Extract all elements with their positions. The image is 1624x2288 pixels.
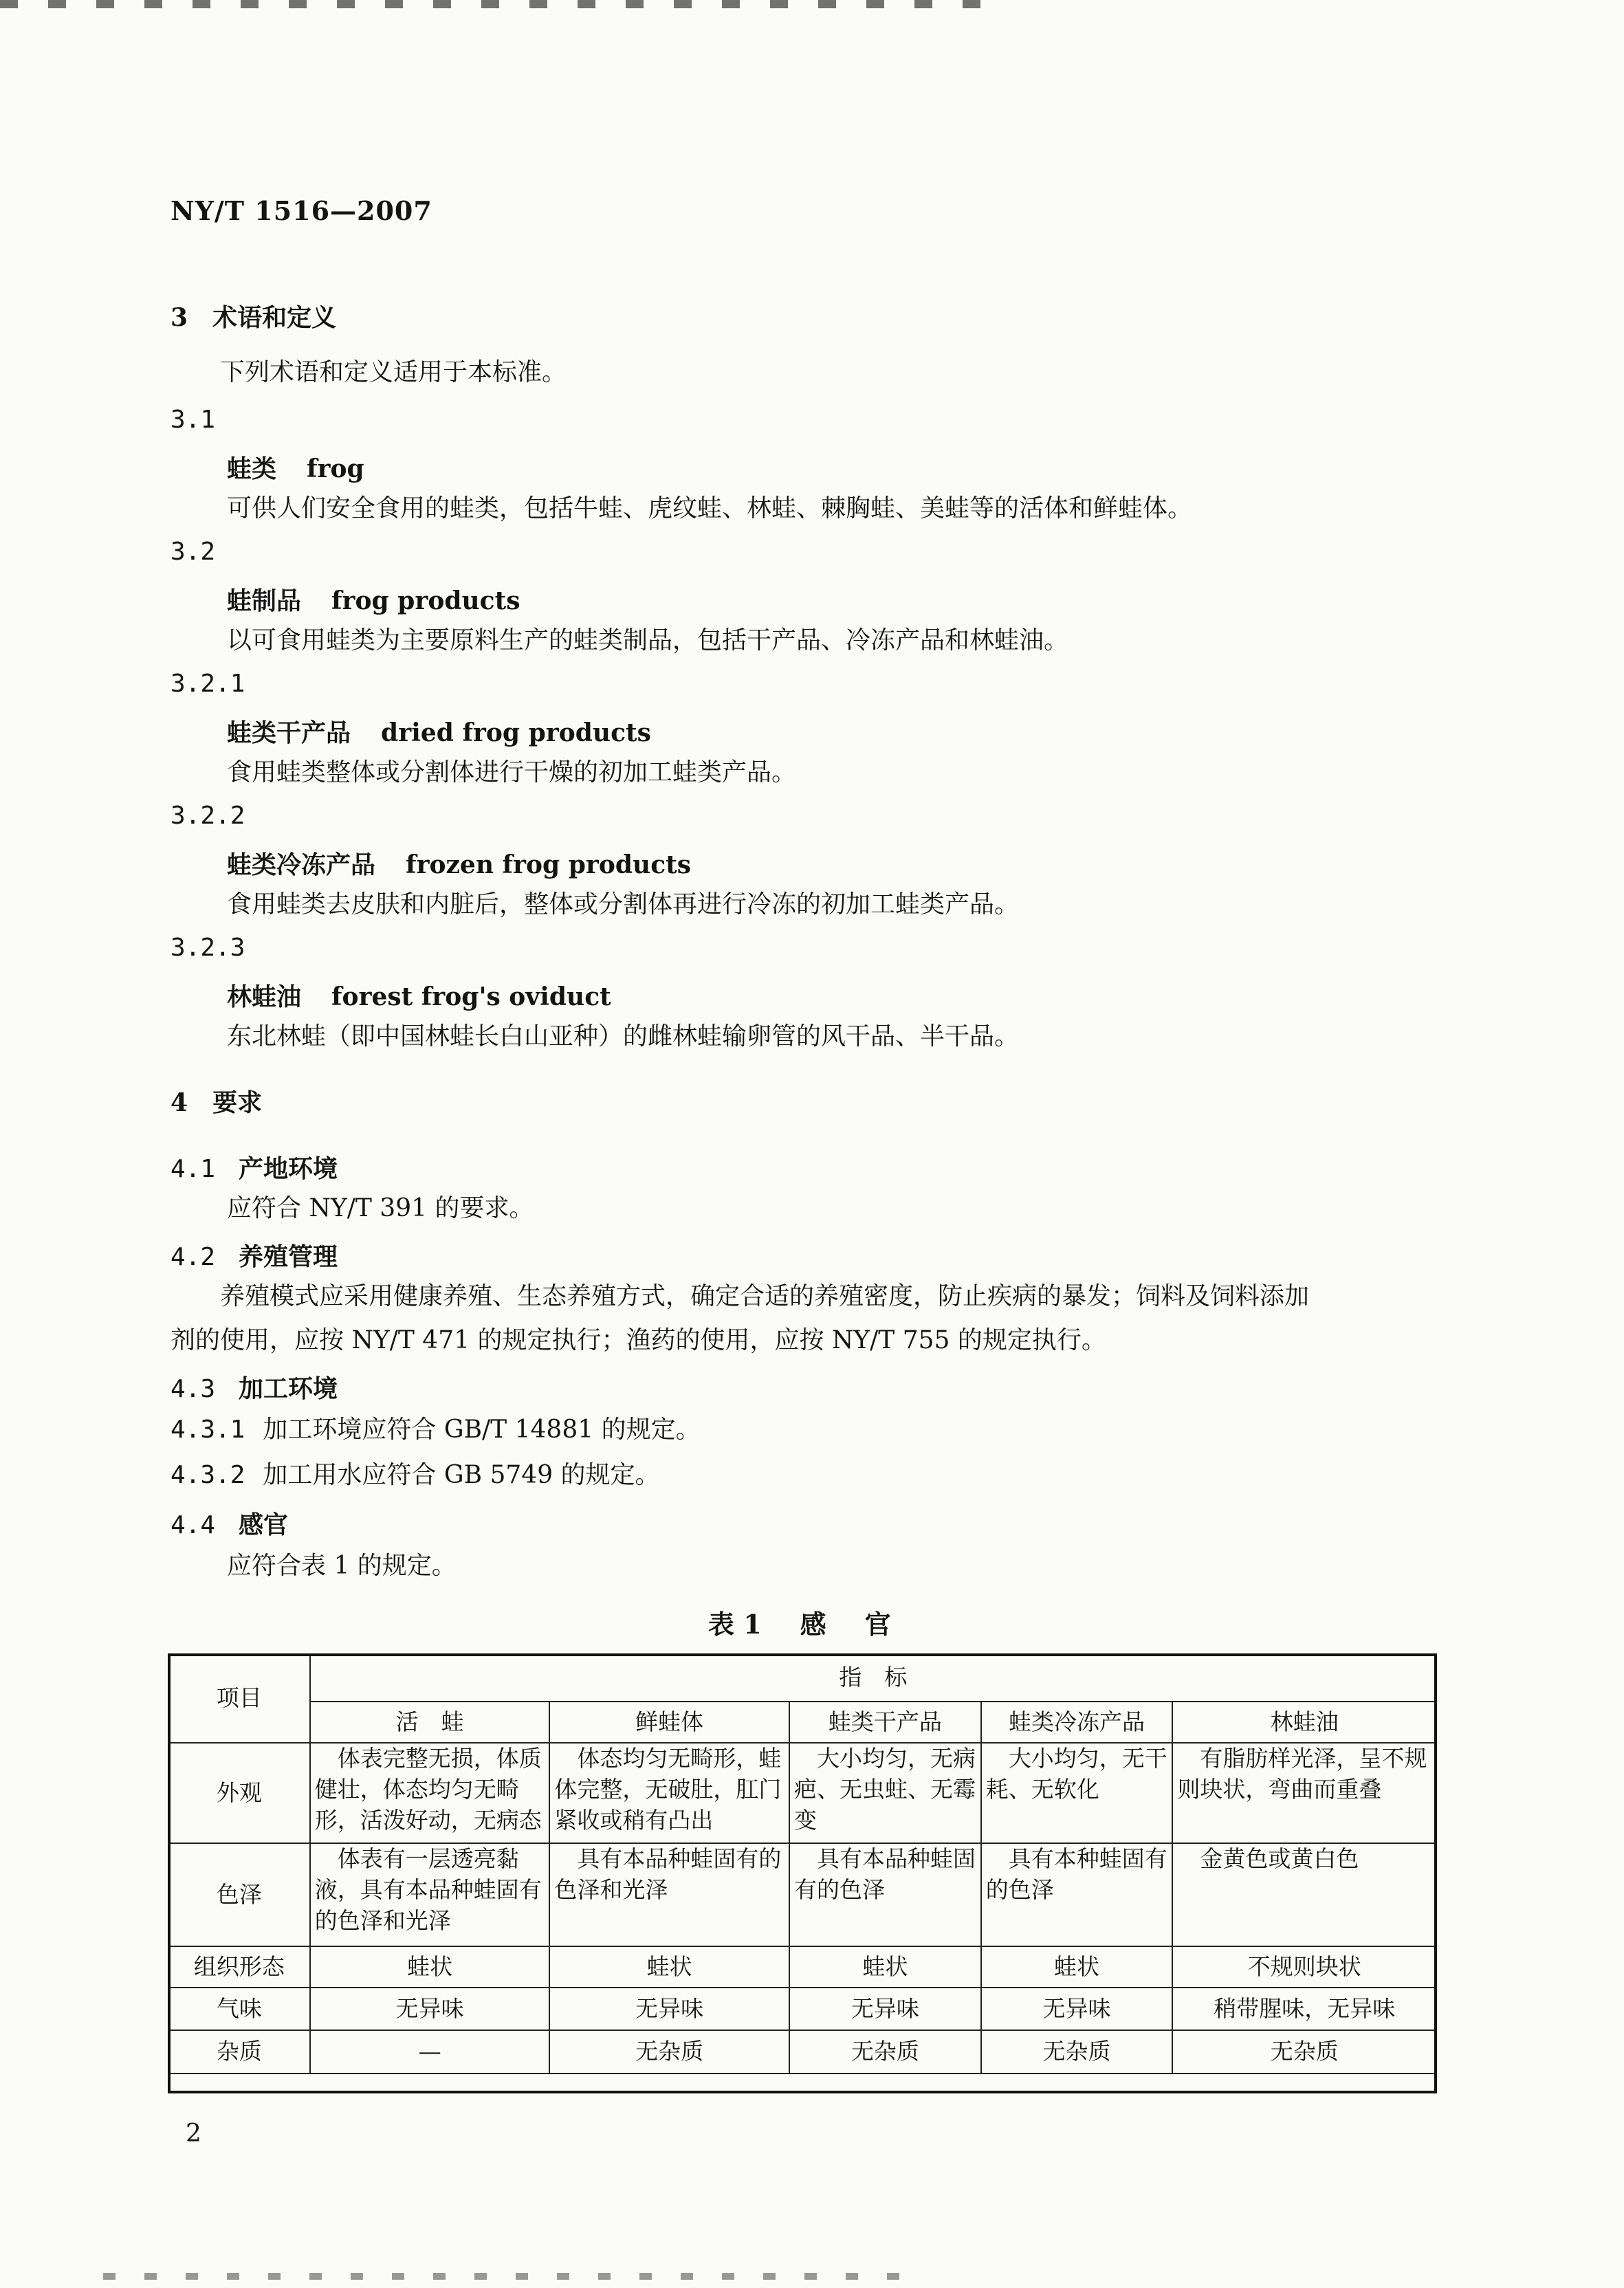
scan-bottom-edge xyxy=(103,2273,928,2280)
row-label: 杂质 xyxy=(168,2030,310,2074)
table-row xyxy=(168,1988,1436,2030)
section-title: 术语和定义 xyxy=(212,303,337,332)
table-cell: 具有本品种蛙固有的色泽和光泽 xyxy=(549,1843,789,1946)
clause-4-1-heading xyxy=(171,1150,338,1185)
table-cell: 无异味 xyxy=(789,1988,981,2030)
section-3-intro: 下列术语和定义适用于本标准。 xyxy=(220,358,567,386)
section-title: 要求 xyxy=(212,1088,263,1117)
row-label: 色泽 xyxy=(168,1843,310,1946)
table-title-char-2: 官 xyxy=(864,1609,891,1640)
term-cn: 蛙类 xyxy=(227,454,277,483)
table-cell: 无杂质 xyxy=(549,2030,789,2074)
term-en: frog xyxy=(307,454,364,483)
clause-title: 产地环境 xyxy=(239,1154,338,1183)
clause-number: 4.1 xyxy=(171,1155,216,1183)
table-cell: 无异味 xyxy=(981,1988,1173,2030)
term-forest-frog-oviduct xyxy=(227,978,611,1013)
clause-number: 3.2.2 xyxy=(171,802,245,830)
clause-4-4-heading xyxy=(171,1506,288,1541)
section-number: 4 xyxy=(171,1088,188,1117)
table-cell: 无异味 xyxy=(549,1988,789,2030)
table-cell: 具有本种蛙固有的色泽 xyxy=(981,1843,1173,1946)
term-cn: 蛙制品 xyxy=(227,586,302,615)
clause-text-line-2: 剂的使用，应按 NY/T 471 的规定执行；渔药的使用，应按 NY/T 755 的规定执行。 xyxy=(171,1326,1106,1354)
clause-text-line-1: 养殖模式应采用健康养殖、生态养殖方式，确定合适的养殖密度，防止疾病的暴发；饲料及饲料添加 xyxy=(220,1282,1310,1310)
column-group-header: 指 标 xyxy=(310,1654,1436,1702)
table-cell: 无杂质 xyxy=(789,2030,981,2074)
column-header-item: 项目 xyxy=(168,1654,310,1743)
table-cell: 无异味 xyxy=(310,1988,550,2030)
clause-number: 3.1 xyxy=(171,406,216,434)
clause-number: 4.3.1 xyxy=(171,1416,245,1444)
table-number: 表 1 xyxy=(708,1609,762,1640)
clause-number: 4.2 xyxy=(171,1243,216,1271)
definition: 东北林蛙（即中国林蛙长白山亚种）的雌林蛙输卵管的风干品、半干品。 xyxy=(227,1022,1020,1050)
clause-4-2-heading xyxy=(171,1238,338,1273)
scan-top-edge xyxy=(0,0,997,8)
clause-title: 加工环境 xyxy=(239,1374,338,1403)
section-4-heading xyxy=(171,1084,262,1119)
term-en: dried frog products xyxy=(381,718,651,747)
clause-number: 3.2 xyxy=(171,538,216,566)
table-cell: 金黄色或黄白色 xyxy=(1172,1843,1436,1946)
table-cell: 有脂肪样光泽，呈不规则块状，弯曲而重叠 xyxy=(1172,1743,1436,1843)
term-en: frog products xyxy=(331,586,520,615)
table-cell: 无杂质 xyxy=(1172,2030,1436,2074)
table-cell: 体表完整无损，体质健壮，体态均匀无畸形，活泼好动，无病态 xyxy=(310,1743,550,1843)
page-number: 2 xyxy=(186,2120,201,2148)
row-label: 外观 xyxy=(168,1743,310,1843)
term-cn: 林蛙油 xyxy=(227,982,302,1011)
table-row xyxy=(168,2030,1436,2074)
table-cell: 蛙状 xyxy=(310,1946,550,1988)
table-row xyxy=(168,1843,1436,1946)
clause-number: 4.3 xyxy=(171,1375,216,1403)
row-label: 气味 xyxy=(168,1988,310,2030)
table-cell: 稍带腥味，无异味 xyxy=(1172,1988,1436,2030)
clause-text: 加工环境应符合 GB/T 14881 的规定。 xyxy=(263,1416,701,1444)
table-cell: 蛙状 xyxy=(789,1946,981,1988)
table-cell: 大小均匀，无干耗、无软化 xyxy=(981,1743,1173,1843)
clause-title: 养殖管理 xyxy=(239,1242,338,1271)
clause-text: 应符合表 1 的规定。 xyxy=(227,1552,457,1580)
term-frog-products xyxy=(227,582,520,617)
section-3-heading xyxy=(171,298,336,333)
term-frog xyxy=(227,450,364,485)
table-cell: 体态均匀无畸形，蛙体完整，无破肚，肛门紧收或稍有凸出 xyxy=(549,1743,789,1843)
clause-number: 4.3.2 xyxy=(171,1461,245,1489)
term-cn: 蛙类干产品 xyxy=(227,718,351,747)
term-cn: 蛙类冷冻产品 xyxy=(227,850,376,879)
clause-4-3-2 xyxy=(171,1460,660,1490)
definition: 可供人们安全食用的蛙类，包括牛蛙、虎纹蛙、林蛙、棘胸蛙、美蛙等的活体和鲜蛙体。 xyxy=(227,494,1193,522)
document-id: NY/T 1516—2007 xyxy=(171,195,432,226)
clause-text: 加工用水应符合 GB 5749 的规定。 xyxy=(263,1461,660,1489)
column-header: 林蛙油 xyxy=(1172,1702,1436,1743)
row-label: 组织形态 xyxy=(168,1946,310,1988)
table-cell: 具有本品种蛙固有的色泽 xyxy=(789,1843,981,1946)
table-cell: 蛙状 xyxy=(981,1946,1173,1988)
clause-number: 3.2.3 xyxy=(171,934,245,962)
table-cell: 不规则块状 xyxy=(1172,1946,1436,1988)
sensory-requirements-table xyxy=(168,1653,1437,2074)
term-dried-frog-products xyxy=(227,714,651,749)
table-row xyxy=(168,1743,1436,1843)
clause-4-3-1 xyxy=(171,1415,701,1444)
table-cell: — xyxy=(310,2030,550,2074)
clause-number: 3.2.1 xyxy=(171,670,245,698)
clause-number: 4.4 xyxy=(171,1511,216,1539)
term-en: frozen frog products xyxy=(406,850,692,879)
table-cell: 体表有一层透亮黏液，具有本品种蛙固有的色泽和光泽 xyxy=(310,1843,550,1946)
clause-title: 感官 xyxy=(239,1510,289,1539)
clause-4-3-heading xyxy=(171,1370,338,1405)
table-title xyxy=(708,1603,891,1641)
clause-text: 应符合 NY/T 391 的要求。 xyxy=(227,1194,534,1222)
table-row xyxy=(168,1946,1436,1988)
column-header: 活 蛙 xyxy=(310,1702,550,1743)
table-cell: 蛙状 xyxy=(549,1946,789,1988)
term-frozen-frog-products xyxy=(227,846,691,881)
section-number: 3 xyxy=(171,303,188,332)
definition: 食用蛙类整体或分割体进行干燥的初加工蛙类产品。 xyxy=(227,758,797,786)
table-cell: 大小均匀，无病疤、无虫蛀、无霉变 xyxy=(789,1743,981,1843)
column-header: 蛙类冷冻产品 xyxy=(981,1702,1173,1743)
definition: 食用蛙类去皮肤和内脏后，整体或分割体再进行冷冻的初加工蛙类产品。 xyxy=(227,890,1020,918)
column-header: 鲜蛙体 xyxy=(549,1702,789,1743)
table-cell: 无杂质 xyxy=(981,2030,1173,2074)
term-en: forest frog's oviduct xyxy=(331,982,611,1011)
column-header: 蛙类干产品 xyxy=(789,1702,981,1743)
definition: 以可食用蛙类为主要原料生产的蛙类制品，包括干产品、冷冻产品和林蛙油。 xyxy=(227,626,1069,654)
table-title-char-1: 感 xyxy=(800,1609,826,1640)
